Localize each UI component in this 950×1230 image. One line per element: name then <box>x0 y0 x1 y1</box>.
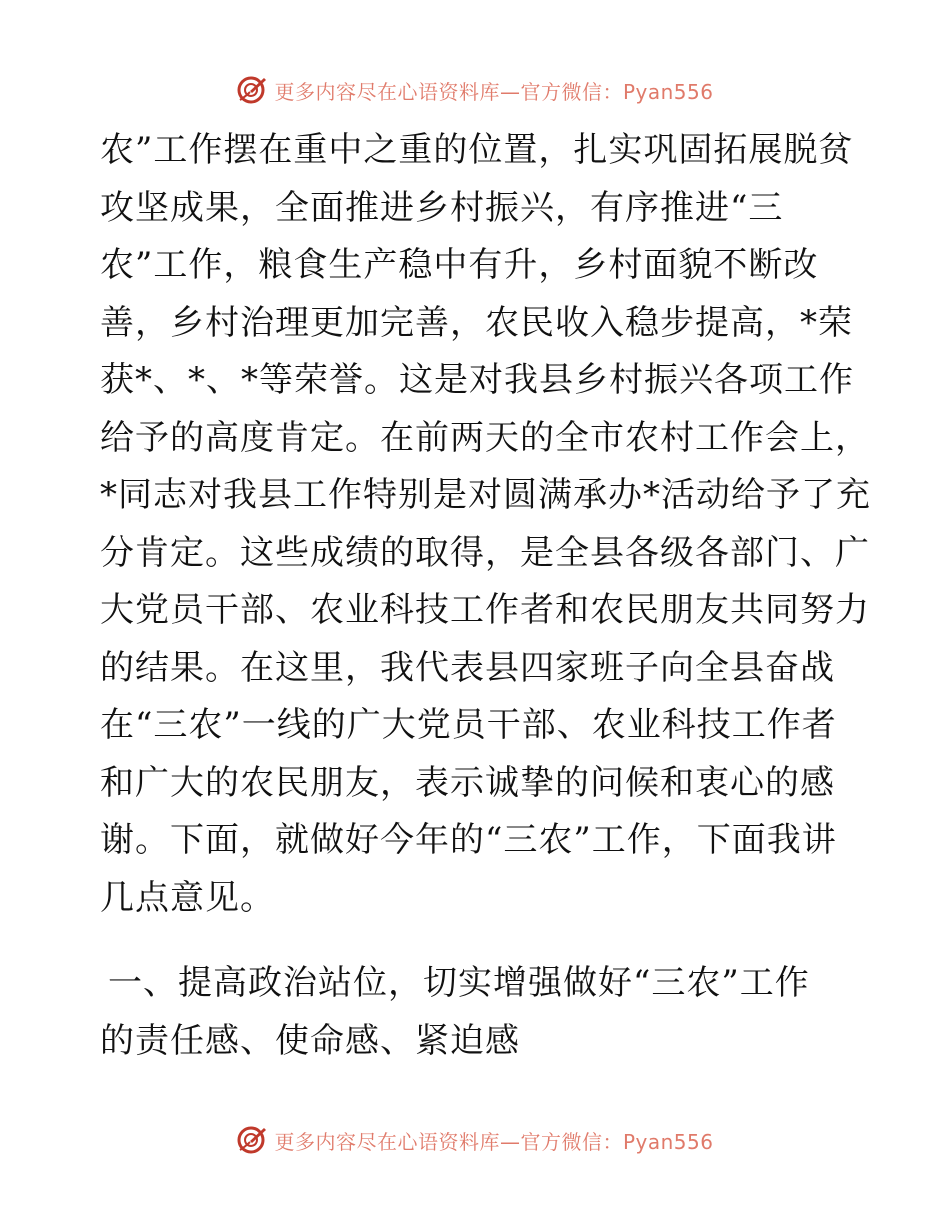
text-line: 农”工作摆在重中之重的位置，扎实巩固拓展脱贫 <box>100 130 854 170</box>
heading-line: 的责任感、使命感、紧迫感 <box>100 1020 520 1061</box>
heading-line: 一、提高政治站位，切实增强做好“三农”工作 <box>108 963 810 1003</box>
text-line: 给予的高度肯定。在前两天的全市农村工作会上， <box>100 417 870 458</box>
text-line: 和广大的农民朋友，表示诚挚的问候和衷心的感 <box>100 762 835 803</box>
text-line: 农”工作，粮食生产稳中有升，乡村面貌不断改 <box>100 245 819 285</box>
watermark-text: 更多内容尽在心语资料库—官方微信：Pyan556 <box>274 1129 714 1154</box>
text-line: 获*、*、*等荣誉。这是对我县乡村振兴各项工作 <box>100 360 854 400</box>
text-line: 的结果。在这里，我代表县四家班子向全县奋战 <box>100 647 835 688</box>
watermark-logo-icon <box>236 74 268 106</box>
text-line: *同志对我县工作特别是对圆满承办*活动给予了充 <box>100 475 871 515</box>
text-line: 谢。下面，就做好今年的“三农”工作，下面我讲 <box>100 820 837 860</box>
watermark-header <box>0 73 950 107</box>
document-body <box>100 122 871 1070</box>
text-line: 善，乡村治理更加完善，农民收入稳步提高，*荣 <box>100 302 853 343</box>
body-paragraph <box>100 122 871 927</box>
text-line: 在“三农”一线的广大党员干部、农业科技工作者 <box>100 705 837 745</box>
text-line: 几点意见。 <box>100 877 275 918</box>
text-line: 大党员干部、农业科技工作者和农民朋友共同努力 <box>100 590 870 630</box>
watermark-logo-icon <box>236 1124 268 1156</box>
section-heading <box>100 955 860 1070</box>
text-line: 攻坚成果，全面推进乡村振兴，有序推进“三 <box>100 187 784 228</box>
text-line: 分肯定。这些成绩的取得，是全县各级各部门、广 <box>100 532 870 573</box>
watermark-text: 更多内容尽在心语资料库—官方微信：Pyan556 <box>274 79 714 104</box>
watermark-footer <box>0 1123 950 1157</box>
